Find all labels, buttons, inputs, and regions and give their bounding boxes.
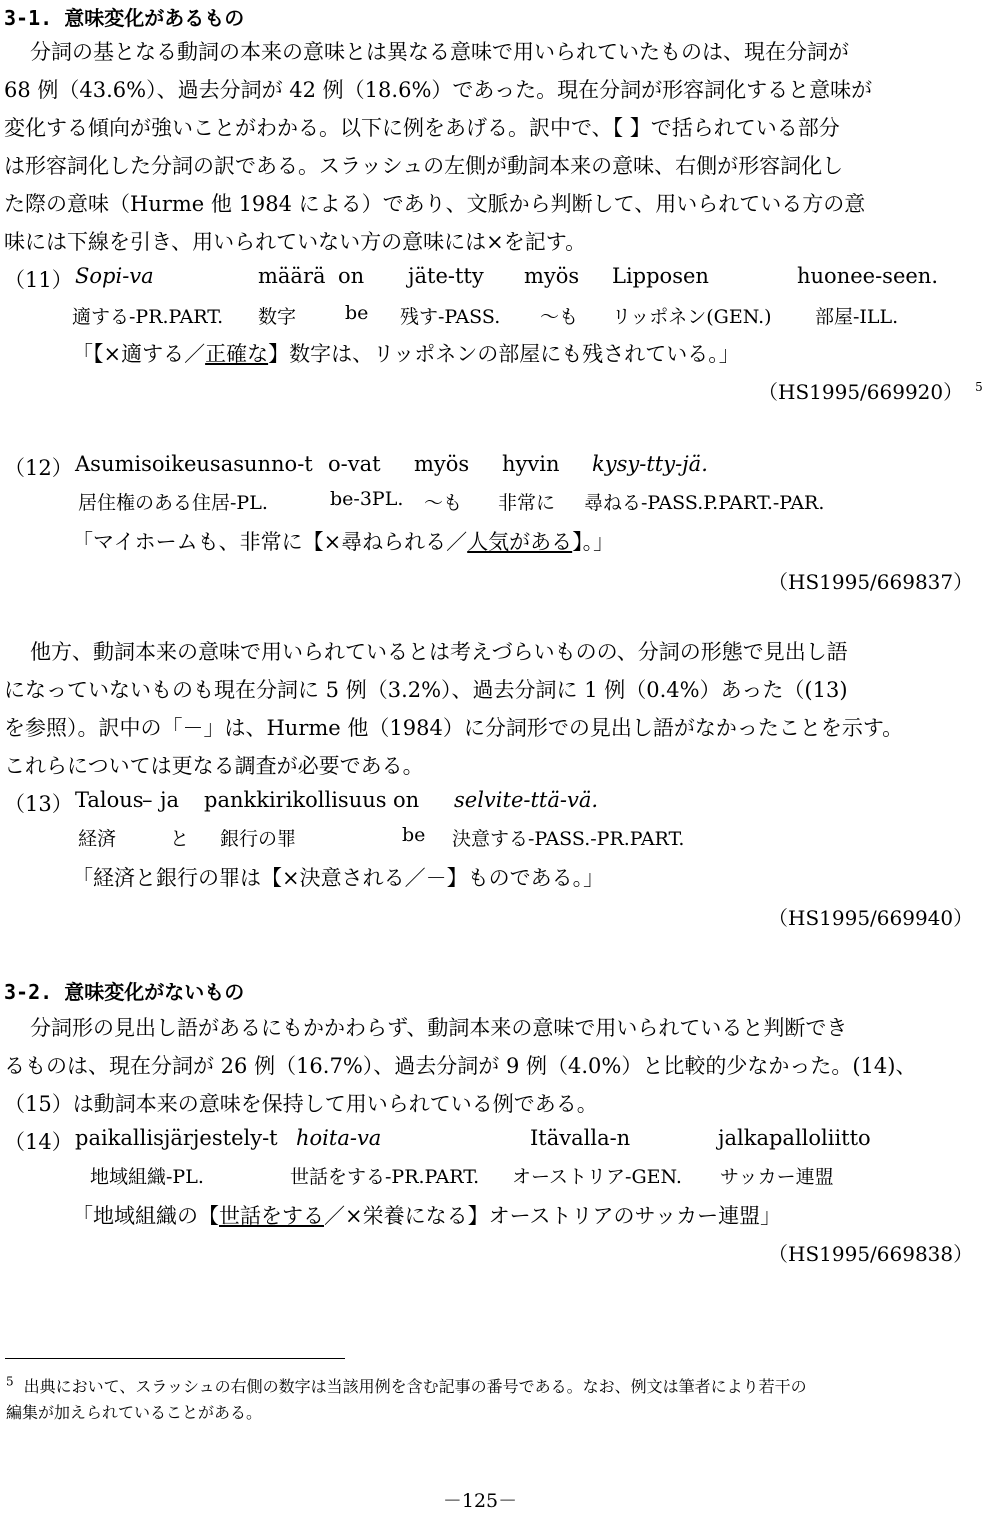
text-line: （15）は動詞本来の意味を保持して用いられている例である。 bbox=[4, 1092, 598, 1116]
translation-part: 「マイホームも、非常に【×尋ねられる／ bbox=[72, 530, 468, 554]
example-number: （13） bbox=[4, 792, 73, 816]
translation-part: 】。」 bbox=[572, 530, 615, 554]
gloss: 非常に bbox=[498, 492, 556, 514]
finnish-word: hoita-va bbox=[296, 1126, 382, 1150]
translation bbox=[72, 526, 614, 556]
gloss: be bbox=[402, 824, 426, 846]
section-heading-3-1: 3-1. 意味変化があるもの bbox=[4, 6, 245, 30]
gloss: 尋ねる-PASS.P.PART.-PAR. bbox=[584, 492, 825, 514]
footnote-mark: 5 bbox=[6, 1374, 14, 1389]
text-line: は形容詞化した分詞の訳である。スラッシュの左側が動詞本来の意味、右側が形容詞化し bbox=[4, 154, 844, 178]
finnish-word: Talous bbox=[75, 788, 144, 812]
text-line: を参照）。訳中の「－」は、Hurme 他（1984）に分詞形での見出し語がなかったことを示す。 bbox=[4, 716, 904, 740]
finnish-word: Lipposen bbox=[612, 264, 709, 288]
source-text: （HS1995/669920） bbox=[758, 380, 964, 404]
finnish-word: myös bbox=[414, 452, 470, 476]
gloss: オーストリア-GEN. bbox=[512, 1166, 682, 1188]
gloss: 地域組織-PL. bbox=[90, 1166, 204, 1188]
translation-part: ／×栄養になる】オーストリアのサッカー連盟」 bbox=[324, 1204, 782, 1228]
finnish-word: o-vat bbox=[328, 452, 381, 476]
source-citation: （HS1995/669838） bbox=[768, 1242, 974, 1266]
text-line: 味には下線を引き、用いられていない方の意味には×を記す。 bbox=[4, 230, 587, 254]
text-line: るものは、現在分詞が 26 例（16.7%）、過去分詞が 9 例（4.0%）と比較的少なかった。(14)、 bbox=[4, 1054, 917, 1078]
translation-part: ×適する／ bbox=[103, 342, 206, 366]
footnote-reference: 5 bbox=[975, 380, 983, 395]
source-citation bbox=[758, 376, 983, 405]
text-line: これらについては更なる調査が必要である。 bbox=[4, 754, 424, 778]
finnish-word: määrä bbox=[258, 264, 326, 288]
gloss: be bbox=[345, 302, 369, 324]
footnote-text: 出典において、スラッシュの右側の数字は当該用例を含む記事の番号である。なお、例文は筆者により若干の bbox=[23, 1377, 807, 1396]
gloss: 適する-PR.PART. bbox=[72, 306, 224, 328]
page-number: －125－ bbox=[442, 1490, 518, 1512]
footnote-line bbox=[6, 1374, 807, 1397]
finnish-word: Itävalla-n bbox=[530, 1126, 631, 1150]
example-number: （12） bbox=[4, 456, 73, 480]
footnote-divider bbox=[5, 1358, 345, 1359]
gloss: リッポネン(GEN.) bbox=[612, 306, 772, 328]
finnish-word: ja bbox=[160, 788, 180, 812]
text-line: になっていないものも現在分詞に 5 例（3.2%）、過去分詞に 1 例（0.4%）あった（(13) bbox=[4, 678, 848, 702]
finnish-word: paikallisjärjestely-t bbox=[75, 1126, 278, 1150]
gloss: ～も bbox=[424, 492, 463, 514]
gloss: 経済 bbox=[78, 828, 117, 850]
source-citation: （HS1995/669837） bbox=[768, 570, 974, 594]
finnish-word: on bbox=[393, 788, 420, 812]
translation-part: 】数字は、リッポネンの部屋にも残されている。」 bbox=[268, 342, 740, 366]
text-line: 68 例（43.6%）、過去分詞が 42 例（18.6%）であった。現在分詞が形容詞化すると意味が bbox=[4, 78, 873, 102]
finnish-word: myös bbox=[524, 264, 580, 288]
finnish-word: pankkirikollisuus bbox=[204, 788, 387, 812]
footnote-line: 編集が加えられていることがある。 bbox=[6, 1403, 263, 1422]
translation-underlined: 人気がある bbox=[467, 530, 573, 554]
gloss: ～も bbox=[540, 306, 579, 328]
gloss: 残す-PASS. bbox=[400, 306, 501, 328]
gloss: 銀行の罪 bbox=[220, 828, 297, 850]
translation bbox=[72, 338, 740, 368]
text-line: 分詞の基となる動詞の本来の意味とは異なる意味で用いられていたものは、現在分詞が bbox=[30, 40, 849, 64]
example-number: （11） bbox=[4, 268, 73, 292]
translation-part: 「【 bbox=[72, 342, 104, 366]
section-heading-3-2: 3-2. 意味変化がないもの bbox=[4, 980, 245, 1004]
source-citation: （HS1995/669940） bbox=[768, 906, 974, 930]
finnish-word: jalkapalloliitto bbox=[718, 1126, 871, 1150]
text-line: 他方、動詞本来の意味で用いられているとは考えづらいものの、分詞の形態で見出し語 bbox=[30, 640, 848, 664]
text-line: 変化する傾向が強いことがわかる。以下に例をあげる。訳中で、【 】で括られている部分 bbox=[4, 116, 840, 140]
gloss: と bbox=[170, 828, 190, 850]
example-number: （14） bbox=[4, 1130, 73, 1154]
translation-underlined: 正確な bbox=[205, 342, 269, 366]
gloss: 数字 bbox=[258, 306, 297, 328]
finnish-word: – bbox=[142, 788, 153, 812]
finnish-word: huonee-seen. bbox=[797, 264, 939, 288]
translation bbox=[72, 1200, 781, 1230]
translation-part: 「地域組織の【 bbox=[72, 1204, 219, 1228]
text-line: 分詞形の見出し語があるにもかかわらず、動詞本来の意味で用いられていると判断でき bbox=[30, 1016, 848, 1040]
finnish-word: Sopi-va bbox=[75, 264, 154, 288]
gloss: 部屋-ILL. bbox=[815, 306, 899, 328]
translation: 「経済と銀行の罪は【×決意される／－】ものである。」 bbox=[72, 866, 605, 890]
text-line: た際の意味（Hurme 他 1984 による）であり、文脈から判断して、用いられている方の意 bbox=[4, 192, 866, 216]
finnish-word: selvite-ttä-vä. bbox=[454, 788, 599, 812]
gloss: 決意する-PASS.-PR.PART. bbox=[452, 828, 685, 850]
finnish-word: jäte-tty bbox=[408, 264, 484, 288]
finnish-word: on bbox=[338, 264, 365, 288]
gloss: be-3PL. bbox=[330, 488, 404, 510]
finnish-word: kysy-tty-jä. bbox=[592, 452, 708, 476]
gloss: 世話をする-PR.PART. bbox=[290, 1166, 480, 1188]
gloss: サッカー連盟 bbox=[720, 1166, 834, 1188]
gloss: 居住権のある住居-PL. bbox=[78, 492, 268, 514]
finnish-word: hyvin bbox=[502, 452, 560, 476]
finnish-word: Asumisoikeusasunno-t bbox=[75, 452, 313, 476]
translation-underlined: 世話をする bbox=[219, 1204, 324, 1228]
